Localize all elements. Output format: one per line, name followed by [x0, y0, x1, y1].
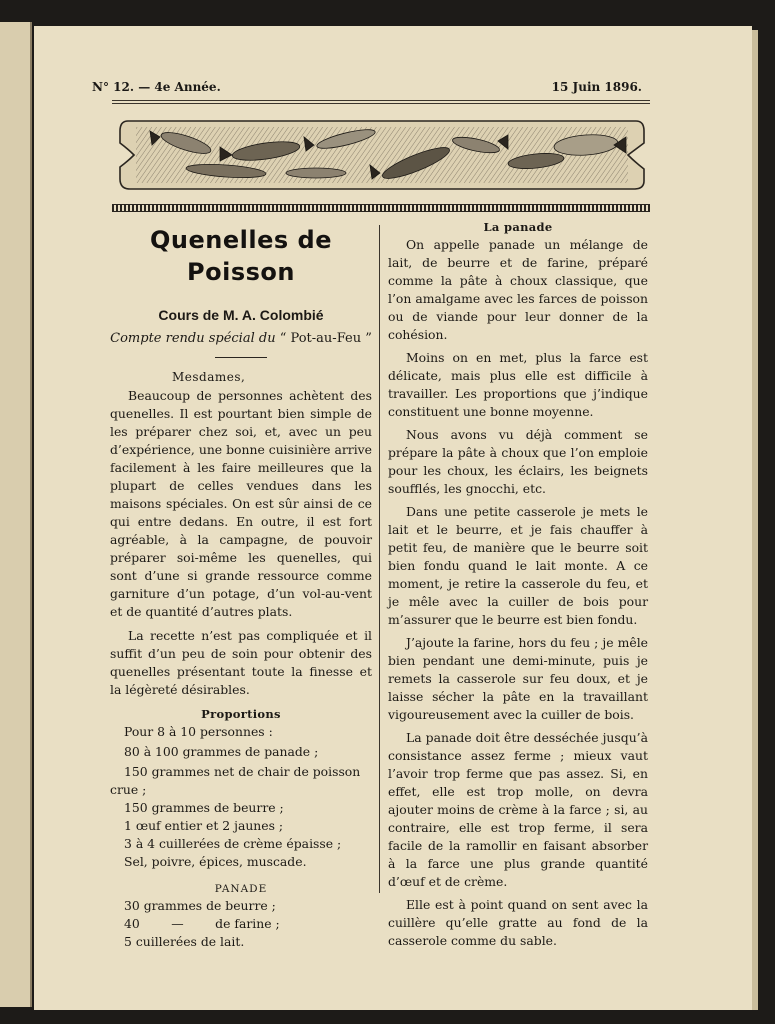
page-header — [92, 80, 650, 98]
panade-subheading: PANADE — [214, 883, 268, 895]
proportion-line: 1 œuf entier et 2 jaunes ; — [124, 818, 284, 833]
right-column — [388, 220, 648, 950]
proportion-line: 150 grammes de beurre ; — [124, 800, 284, 815]
intro-paragraph-2: La recette n’est pas compliquée et il suffit d’un peu de soin pour obtenir des quenelles présentant toute la finesse et la légèreté désirables. — [110, 628, 372, 697]
salutation: Mesdames, — [172, 370, 246, 384]
panade-paragraph: La panade doit être desséchée jusqu’à consistance assez ferme ; mieux vaut l’avoir trop ferme que pas assez. Si, en effet, elle est trop molle, on devra ajouter moins de crème à la farce ; si, au contraire, elle est trop ferme, il sera facile de la ramollir en faisant absorber à la farce une plus grande quantité d’œuf et de crème. — [388, 730, 648, 889]
issue-number: N° 12. — 4e Année. — [92, 80, 221, 94]
proportion-line: 80 à 100 grammes de panade ; — [124, 744, 319, 759]
panade-line: 5 cuillerées de lait. — [124, 934, 245, 949]
issue-date: 15 Juin 1896. — [551, 80, 642, 94]
panade-paragraph: Nous avons vu déjà comment se prépare la pâte à choux que l’on emploie pour les choux, les éclairs, les beignets soufflés, les gnocchi, etc. — [388, 427, 648, 496]
header-rule — [112, 100, 650, 101]
section-rule — [112, 204, 650, 212]
proportion-line: 3 à 4 cuillerées de crème épaisse ; — [124, 836, 342, 851]
panade-paragraph: Moins on en met, plus la farce est délicate, mais plus elle est difficile à travailler. Les proportions que j’indique constituent une bonne moyenne. — [388, 350, 648, 419]
article-title: Quenelles de Poisson — [150, 226, 332, 286]
proportion-line: Pour 8 à 10 personnes : — [124, 724, 273, 739]
panade-line: 30 grammes de beurre ; — [124, 898, 276, 913]
report-credit-italic: Compte rendu spécial du — [110, 331, 276, 346]
column-divider — [379, 225, 380, 893]
report-credit — [110, 330, 372, 348]
title-rule — [215, 357, 267, 358]
proportion-line: Sel, poivre, épices, muscade. — [124, 854, 307, 869]
panade-heading: La panade — [483, 220, 553, 234]
fish-illustration-banner — [116, 115, 648, 193]
left-column — [110, 224, 372, 951]
panade-line: 40 — de farine ; — [124, 916, 280, 931]
panade-paragraph: Dans une petite casserole je mets le lait et le beurre, et je fais chauffer à petit feu, de manière que le beurre soit bien fondu quand le lait monte. A ce moment, je retire la casserole du feu, et je mêle avec la cuiller de bois pour m’assurer que le beurre est bien fondu. — [388, 504, 648, 627]
panade-paragraph: On appelle panade un mélange de lait, de beurre et de farine, préparé comme la pâte à choux classique, que l’on amalgame avec les farces de poisson ou de viande pour leur donner de la cohésion. — [388, 237, 648, 342]
header-rule-second — [112, 103, 650, 104]
intro-paragraph-1: Beaucoup de personnes achètent des quenelles. Il est pourtant bien simple de les préparer chez soi, et, avec un peu d’expérience, une bonne cuisinière arrive facilement à les faire meilleures que la plupart de celles vendues dans les maisons spéciales. On est sûr ainsi de ce qui entre dedans. En outre, il est fort agréable, à la campagne, de pouvoir préparer soi-même les quenelles, qui sont d’une si grande ressource comme garniture d’un potage, d’un vol-au-vent et de quantité d’autres plats. — [110, 388, 372, 619]
report-credit-paper: “ Pot-au-Feu ” — [279, 331, 372, 346]
proportions-heading: Proportions — [201, 707, 281, 721]
panade-paragraph: J’ajoute la farine, hors du feu ; je mêle bien pendant une demi-minute, puis je remets la casserole sur feu doux, et je laisse sécher la pâte en la travaillant vigoureusement avec la cuiller de bois. — [388, 635, 648, 722]
previous-page-edge — [0, 22, 32, 1007]
page-edge — [752, 30, 758, 1010]
course-byline: Cours de M. A. Colombié — [158, 307, 324, 323]
proportion-line: 150 grammes net de chair de poisson crue ; — [110, 764, 361, 797]
panade-paragraph: Elle est à point quand on sent avec la cuillère qu’elle gratte au fond de la casserole comme du sable. — [388, 897, 648, 948]
